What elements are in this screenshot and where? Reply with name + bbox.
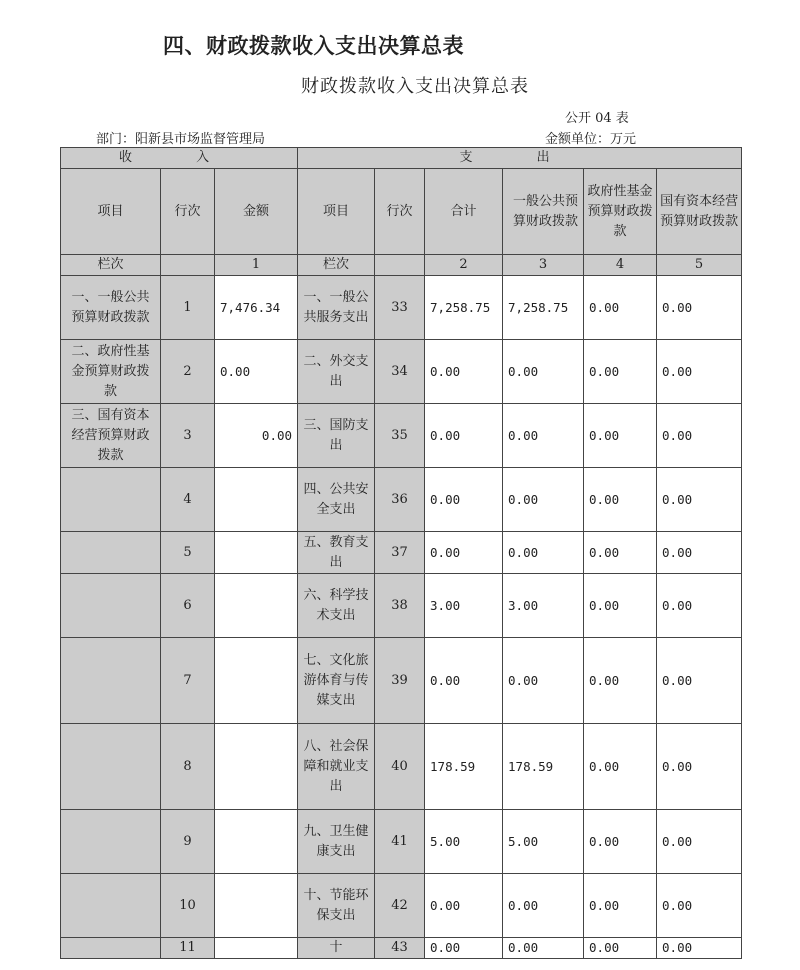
expense-section-header: 支 出	[298, 148, 742, 169]
gov-fund-amount: 0.00	[584, 574, 657, 638]
general-budget-amount: 3.00	[503, 574, 584, 638]
column-header-row	[61, 169, 742, 255]
total-amount: 0.00	[425, 468, 503, 532]
income-amount	[215, 810, 298, 874]
gov-fund-amount: 0.00	[584, 468, 657, 532]
gov-fund-amount: 0.00	[584, 638, 657, 724]
state-capital-amount: 0.00	[657, 938, 742, 959]
income-row-no: 7	[161, 638, 215, 724]
state-capital-amount: 0.00	[657, 404, 742, 468]
general-budget-amount: 0.00	[503, 638, 584, 724]
expense-item: 五、教育支出	[298, 532, 375, 574]
general-budget-amount: 0.00	[503, 938, 584, 959]
table-row	[61, 638, 742, 724]
total-amount: 178.59	[425, 724, 503, 810]
gov-fund-amount: 0.00	[584, 938, 657, 959]
table-row	[61, 404, 742, 468]
income-item: 二、政府性基金预算财政拨款	[61, 340, 161, 404]
col-gov-fund: 政府性基金预算财政拨款	[584, 169, 657, 255]
income-item	[61, 574, 161, 638]
state-capital-amount: 0.00	[657, 468, 742, 532]
col-income-item: 项目	[61, 169, 161, 255]
income-amount	[215, 938, 298, 959]
gov-fund-amount: 0.00	[584, 724, 657, 810]
total-amount: 7,258.75	[425, 276, 503, 340]
income-section-header: 收 入	[61, 148, 298, 169]
amount-unit-label: 金额单位：万元	[545, 132, 637, 147]
expense-item: 七、文化旅游体育与传媒支出	[298, 638, 375, 724]
total-amount: 0.00	[425, 638, 503, 724]
state-capital-amount: 0.00	[657, 340, 742, 404]
expense-item: 十、节能环保支出	[298, 874, 375, 938]
table-title: 财政拨款收入支出决算总表	[301, 76, 529, 97]
income-item: 三、国有资本经营预算财政拨款	[61, 404, 161, 468]
index-income-label: 栏次	[61, 255, 161, 276]
general-budget-amount: 0.00	[503, 532, 584, 574]
expense-row-no: 36	[375, 468, 425, 532]
expense-item: 三、国防支出	[298, 404, 375, 468]
gov-fund-amount: 0.00	[584, 874, 657, 938]
general-budget-amount: 5.00	[503, 810, 584, 874]
gov-fund-amount: 0.00	[584, 810, 657, 874]
col-total: 合计	[425, 169, 503, 255]
income-row-no: 4	[161, 468, 215, 532]
index-total: 2	[425, 255, 503, 276]
state-capital-amount: 0.00	[657, 574, 742, 638]
table-row	[61, 276, 742, 340]
index-state-capital: 5	[657, 255, 742, 276]
expense-item: 六、科学技术支出	[298, 574, 375, 638]
expense-item: 九、卫生健康支出	[298, 810, 375, 874]
state-capital-amount: 0.00	[657, 638, 742, 724]
col-income-row-no: 行次	[161, 169, 215, 255]
page-heading: 四、财政拨款收入支出决算总表	[163, 34, 464, 58]
total-amount: 0.00	[425, 532, 503, 574]
expense-row-no: 39	[375, 638, 425, 724]
index-expense-label: 栏次	[298, 255, 375, 276]
index-expense-row-no	[375, 255, 425, 276]
expense-item: 一、一般公共服务支出	[298, 276, 375, 340]
income-amount: 0.00	[215, 404, 298, 468]
form-code: 公开 04 表	[565, 111, 629, 126]
index-general: 3	[503, 255, 584, 276]
income-row-no: 9	[161, 810, 215, 874]
income-amount: 7,476.34	[215, 276, 298, 340]
expense-row-no: 33	[375, 276, 425, 340]
income-amount: 0.00	[215, 340, 298, 404]
general-budget-amount: 7,258.75	[503, 276, 584, 340]
income-row-no: 1	[161, 276, 215, 340]
expense-row-no: 40	[375, 724, 425, 810]
gov-fund-amount: 0.00	[584, 532, 657, 574]
expense-row-no: 43	[375, 938, 425, 959]
income-amount	[215, 532, 298, 574]
state-capital-amount: 0.00	[657, 532, 742, 574]
total-amount: 0.00	[425, 938, 503, 959]
income-item	[61, 532, 161, 574]
income-item: 一、一般公共预算财政拨款	[61, 276, 161, 340]
income-row-no: 3	[161, 404, 215, 468]
state-capital-amount: 0.00	[657, 276, 742, 340]
expense-row-no: 42	[375, 874, 425, 938]
income-item	[61, 874, 161, 938]
expense-row-no: 41	[375, 810, 425, 874]
state-capital-amount: 0.00	[657, 724, 742, 810]
index-income-row-no	[161, 255, 215, 276]
total-amount: 0.00	[425, 340, 503, 404]
expense-row-no: 34	[375, 340, 425, 404]
expense-row-no: 37	[375, 532, 425, 574]
table-row	[61, 340, 742, 404]
col-expense-row-no: 行次	[375, 169, 425, 255]
expense-item: 四、公共安全支出	[298, 468, 375, 532]
expense-item: 十	[298, 938, 375, 959]
income-row-no: 5	[161, 532, 215, 574]
gov-fund-amount: 0.00	[584, 404, 657, 468]
table-row	[61, 938, 742, 959]
general-budget-amount: 0.00	[503, 340, 584, 404]
income-amount	[215, 574, 298, 638]
income-item	[61, 638, 161, 724]
expense-row-no: 35	[375, 404, 425, 468]
department-label: 部门：阳新县市场监督管理局	[96, 132, 266, 147]
total-amount: 3.00	[425, 574, 503, 638]
col-general-budget: 一般公共预算财政拨款	[503, 169, 584, 255]
col-state-capital: 国有资本经营预算财政拨款	[657, 169, 742, 255]
column-index-row	[61, 255, 742, 276]
income-item	[61, 810, 161, 874]
table-row	[61, 468, 742, 532]
expense-item: 八、社会保障和就业支出	[298, 724, 375, 810]
table-row	[61, 724, 742, 810]
table-row	[61, 532, 742, 574]
expense-item: 二、外交支出	[298, 340, 375, 404]
income-amount	[215, 638, 298, 724]
income-row-no: 10	[161, 874, 215, 938]
gov-fund-amount: 0.00	[584, 340, 657, 404]
index-gov-fund: 4	[584, 255, 657, 276]
appropriation-summary-table	[60, 147, 742, 959]
gov-fund-amount: 0.00	[584, 276, 657, 340]
total-amount: 0.00	[425, 874, 503, 938]
income-item	[61, 724, 161, 810]
income-row-no: 8	[161, 724, 215, 810]
section-header-row	[61, 148, 742, 169]
expense-row-no: 38	[375, 574, 425, 638]
income-amount	[215, 468, 298, 532]
table-row	[61, 874, 742, 938]
income-row-no: 6	[161, 574, 215, 638]
general-budget-amount: 178.59	[503, 724, 584, 810]
col-income-amount: 金额	[215, 169, 298, 255]
general-budget-amount: 0.00	[503, 468, 584, 532]
state-capital-amount: 0.00	[657, 874, 742, 938]
index-amount: 1	[215, 255, 298, 276]
total-amount: 5.00	[425, 810, 503, 874]
income-row-no: 11	[161, 938, 215, 959]
table-row	[61, 810, 742, 874]
income-item	[61, 468, 161, 532]
general-budget-amount: 0.00	[503, 404, 584, 468]
income-amount	[215, 724, 298, 810]
income-amount	[215, 874, 298, 938]
income-row-no: 2	[161, 340, 215, 404]
state-capital-amount: 0.00	[657, 810, 742, 874]
general-budget-amount: 0.00	[503, 874, 584, 938]
total-amount: 0.00	[425, 404, 503, 468]
table-row	[61, 574, 742, 638]
income-item	[61, 938, 161, 959]
col-expense-item: 项目	[298, 169, 375, 255]
